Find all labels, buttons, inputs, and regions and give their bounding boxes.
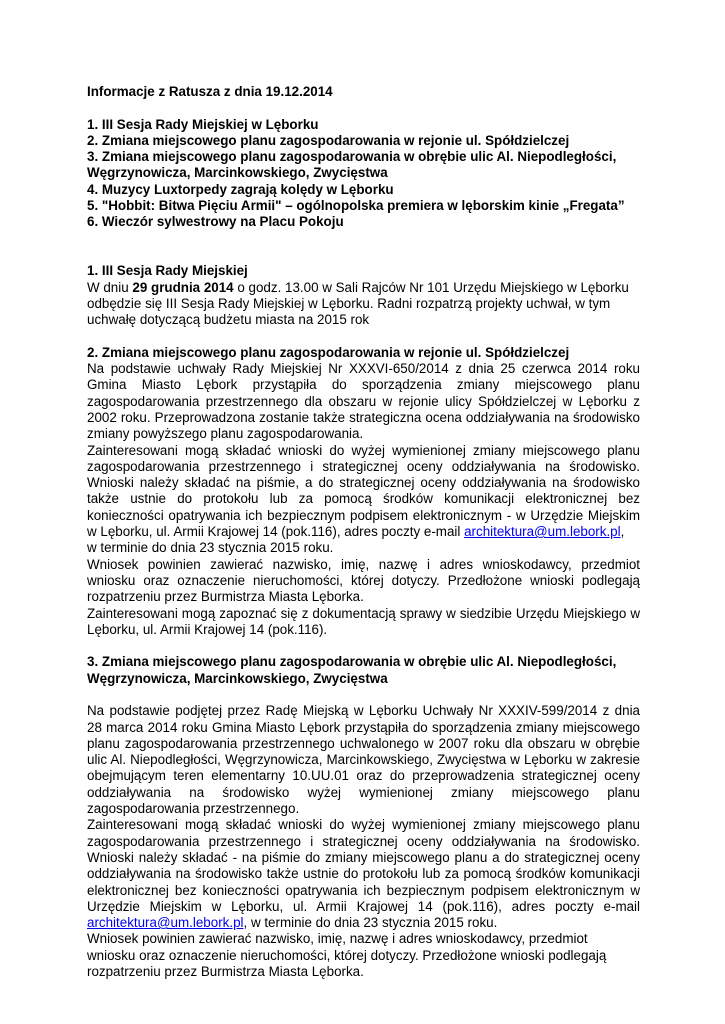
paragraph-line: Zainteresowani mogą zapoznać się z dokumentacją sprawy w siedzibie Urzędu Miejskiego w (87, 605, 640, 621)
email-link[interactable]: architektura@um.lebork.pl (87, 915, 244, 931)
toc-item: 6. Wieczór sylwestrowy na Placu Pokoju (87, 214, 344, 230)
paragraph-line: Urzędzie Miejskim w Lęborku, ul. Armii Krajowej 14 (pok.116), adres poczty e-mail (87, 898, 640, 914)
paragraph-line: odbędzie się III Sesja Rady Miejskiej w Lęborku. Radni rozpatrzą projekty uchwał, w tym (87, 295, 611, 311)
paragraph-line: planu zagospodarowania przestrzennego uchwalonego w 2007 roku dla obszaru w obrębie (87, 735, 640, 751)
paragraph-line: rozpatrzeniu przez Burmistrza Miasta Lęborka. (87, 589, 364, 605)
toc-item: 3. Zmiana miejscowego planu zagospodarowania w obrębie ulic Al. Niepodległości, (87, 149, 617, 165)
section-heading: 2. Zmiana miejscowego planu zagospodarowania w rejonie ul. Spółdzielczej (87, 344, 570, 360)
paragraph-line: Zainteresowani mogą składać wnioski do wyżej wymienionej zmiany miejscowego planu (87, 442, 640, 458)
paragraph-line: zmiany powyższego planu zagospodarowania. (87, 426, 364, 442)
paragraph-line: uchwałę dotyczącą budżetu miasta na 2015 rok (87, 312, 370, 328)
paragraph-line: Lęborku, ul. Armii Krajowej 14 (pok.116). (87, 621, 328, 637)
paragraph-line: Wnioski należy składać - na piśmie do zmiany miejscowego planu a do strategicznej oceny (87, 849, 640, 865)
paragraph-line: zagospodarowania przestrzennego i strategicznej oceny oddziaływania na środowisko. (87, 833, 640, 849)
paragraph-line: Na podstawie podjętej przez Radę Miejską w Lęborku Uchwały Nr XXXIV-599/2014 z dnia (87, 703, 640, 719)
paragraph-line: rozpatrzeniu przez Burmistrza Miasta Lęborka. (87, 964, 364, 980)
paragraph-line: architektura@um.lebork.pl, w terminie do dnia 23 stycznia 2015 roku. (87, 915, 498, 931)
paragraph-line: obejmującym teren elementarny 10.UU.01 oraz do przeprowadzenia strategicznej oceny (87, 768, 640, 784)
paragraph-line: w terminie do dnia 23 stycznia 2015 roku. (87, 540, 334, 556)
paragraph-line: W dniu 29 grudnia 2014 o godz. 13.00 w Sali Rajców Nr 101 Urzędu Miejskiego w Lęborku (87, 279, 629, 295)
paragraph-line: Gmina Miasto Lębork przystąpiła do sporządzenia zmiany miejscowego planu (87, 377, 640, 393)
paragraph-line: zagospodarowania przestrzennego. (87, 801, 300, 817)
document-page (87, 84, 640, 980)
paragraph-line: oddziaływania na środowisko wyżej wymienionej zmiany miejscowego planu (87, 784, 640, 800)
paragraph-line: 2002 roku. Przeprowadzona zostanie także strategiczna ocena oddziaływania na środowisko (87, 409, 640, 425)
paragraph-line: wniosku oraz oznaczenie nieruchomości, której dotyczy. Przedłożone wnioski podlegają (87, 947, 607, 963)
section-3 (87, 654, 640, 980)
paragraph-line: także ustnie do protokołu lub za pomocą środków komunikacji elektronicznej bez (87, 491, 640, 507)
toc-item: 2. Zmiana miejscowego planu zagospodarowania w rejonie ul. Spółdzielczej (87, 132, 570, 148)
email-link[interactable]: architektura@um.lebork.pl (464, 524, 621, 540)
paragraph-line: elektronicznej bez konieczności opatrywania ich bezpiecznym podpisem elektronicznym w (87, 882, 640, 898)
document-title: Informacje z Ratusza z dnia 19.12.2014 (87, 84, 333, 99)
paragraph-line: 28 marca 2014 roku Gmina Miasto Lębork przystąpiła do sporządzenia zmiany miejscowego (87, 719, 640, 735)
paragraph-line: oddziaływania na środowisko także ustnie do protokołu lub za pomocą środków komunikacji (87, 866, 640, 882)
section-heading: Węgrzynowicza, Marcinkowskiego, Zwycięstwa (87, 670, 388, 686)
paragraph-line: zagospodarowania przestrzennego dla obszaru w rejonie ulicy Spółdzielczej w Lęborku z (87, 393, 640, 409)
section-heading: 3. Zmiana miejscowego planu zagospodarowania w obrębie ulic Al. Niepodległości, (87, 654, 617, 670)
toc-item: Węgrzynowicza, Marcinkowskiego, Zwycięstwa (87, 165, 388, 181)
toc-item: 1. III Sesja Rady Miejskiej w Lęborku (87, 116, 319, 132)
session-date: 29 grudnia 2014 (132, 279, 234, 295)
section-1 (87, 263, 640, 328)
table-of-contents (87, 117, 640, 231)
paragraph-line: Wniosek powinien zawierać nazwisko, imię, nazwę i adres wnioskodawcy, przedmiot (87, 931, 588, 947)
paragraph-line: Na podstawie uchwały Rady Miejskiej Nr XXXVI-650/2014 z dnia 25 czerwca 2014 roku (87, 361, 640, 377)
paragraph-line: konieczności opatrywania ich bezpiecznym podpisem elektronicznym - w Urzędzie Miejskim (87, 507, 640, 523)
paragraph-line: Wnioski należy składać na piśmie, a do strategicznej oceny oddziaływania na środowisko (87, 475, 640, 491)
toc-item: 4. Muzycy Luxtorpedy zagrają kolędy w Lęborku (87, 181, 394, 197)
toc-item: 5. "Hobbit: Bitwa Pięciu Armii" – ogólnopolska premiera w lęborskim kinie „Fregata” (87, 198, 625, 214)
paragraph-line: Zainteresowani mogą składać wnioski do wyżej wymienionej zmiany miejscowego planu (87, 817, 640, 833)
paragraph-line: zagospodarowania przestrzennego i strategicznej oceny oddziaływania na środowisko. (87, 458, 640, 474)
section-2 (87, 345, 640, 638)
paragraph-line: w Lęborku, ul. Armii Krajowej 14 (pok.116), adres poczty e-mail architektura@um.lebork.pl, (87, 524, 625, 540)
paragraph-line: Wniosek powinien zawierać nazwisko, imię, nazwę i adres wnioskodawcy, przedmiot (87, 556, 640, 572)
section-heading: 1. III Sesja Rady Miejskiej (87, 263, 248, 279)
paragraph-line: wniosku oraz oznaczenie nieruchomości, której dotyczy. Przedłożone wnioski podlegają (87, 572, 640, 588)
paragraph-line: ulic Al. Niepodległości, Węgrzynowicza, Marcinkowskiego, Zwycięstwa w Lęborku w zakresie (87, 752, 640, 768)
